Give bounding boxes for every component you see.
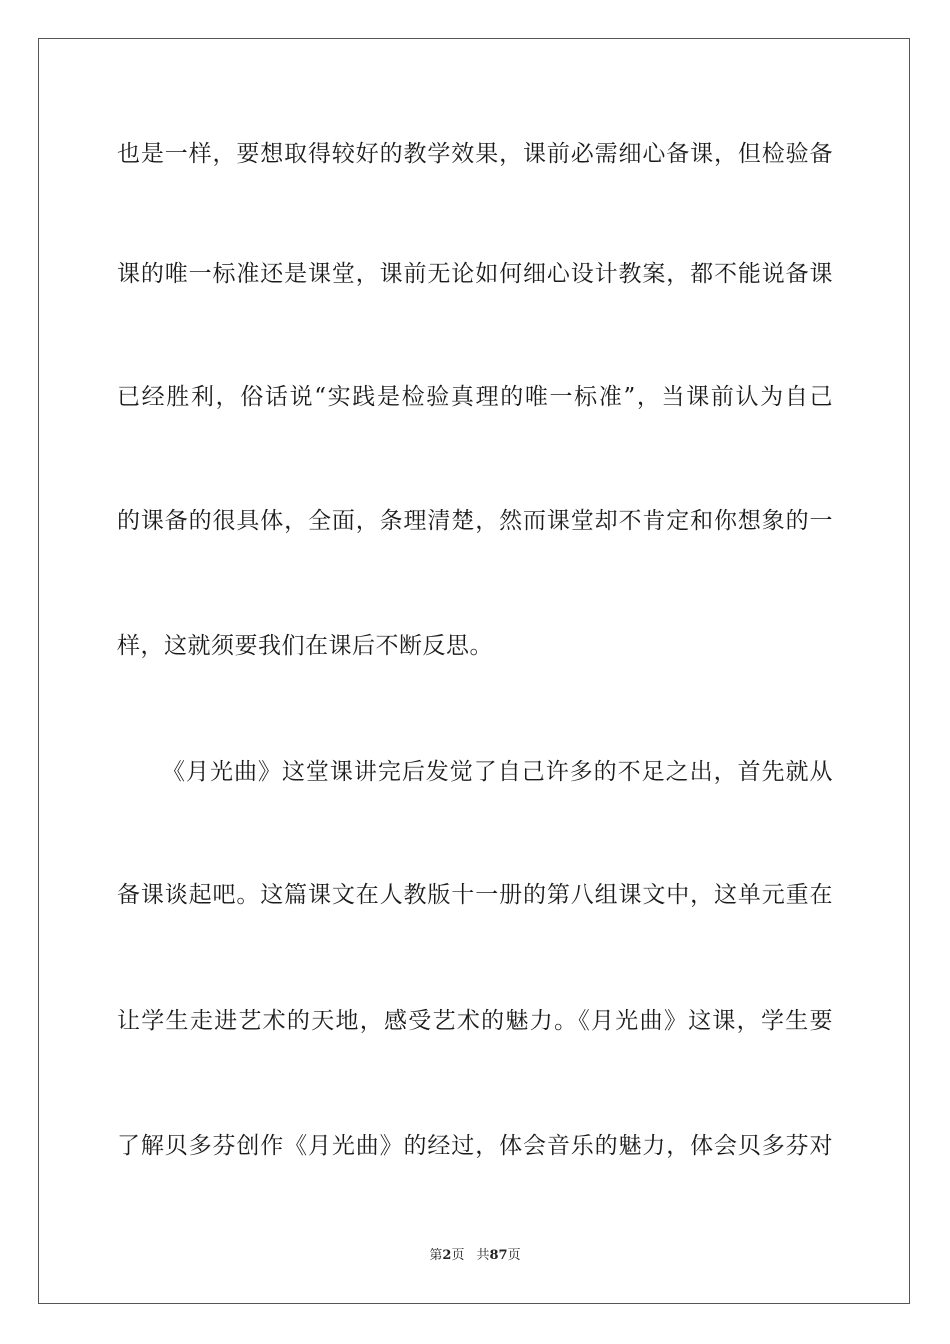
page-frame bbox=[38, 38, 910, 1304]
text-line-9: 了解贝多芬创作《月光曲》的经过，体会音乐的魅力，体会贝多芬对 bbox=[117, 1133, 833, 1159]
text-line-8: 让学生走进艺术的天地，感受艺术的魅力。《月光曲》这课，学生要 bbox=[117, 1008, 833, 1034]
text-line-1: 也是一样，要想取得较好的教学效果，课前必需细心备课，但检验备 bbox=[117, 141, 833, 167]
text-line-2: 课的唯一标准还是课堂，课前无论如何细心设计教案，都不能说备课 bbox=[117, 261, 833, 287]
total-prefix: 共 bbox=[476, 1248, 490, 1263]
text-line-7: 备课谈起吧。这篇课文在人教版十一册的第八组课文中，这单元重在 bbox=[117, 882, 833, 908]
page-prefix: 第 bbox=[429, 1248, 443, 1263]
total-suffix: 页 bbox=[507, 1248, 521, 1263]
text-line-4: 的课备的很具体，全面，条理清楚，然而课堂却不肯定和你想象的一 bbox=[117, 508, 833, 534]
page-footer bbox=[0, 1247, 950, 1265]
text-line-3: 已经胜利，俗话说“实践是检验真理的唯一标准”，当课前认为自己 bbox=[117, 384, 833, 410]
total-pages: 87 bbox=[489, 1248, 508, 1263]
text-line-5: 样，这就须要我们在课后不断反思。 bbox=[117, 633, 493, 659]
paragraph-first-line: 《月光曲》这堂课讲完后发觉了自己许多的不足之出，首先就从 bbox=[162, 759, 833, 785]
page-suffix: 页 bbox=[451, 1248, 465, 1263]
page-number: 2 bbox=[442, 1248, 452, 1263]
